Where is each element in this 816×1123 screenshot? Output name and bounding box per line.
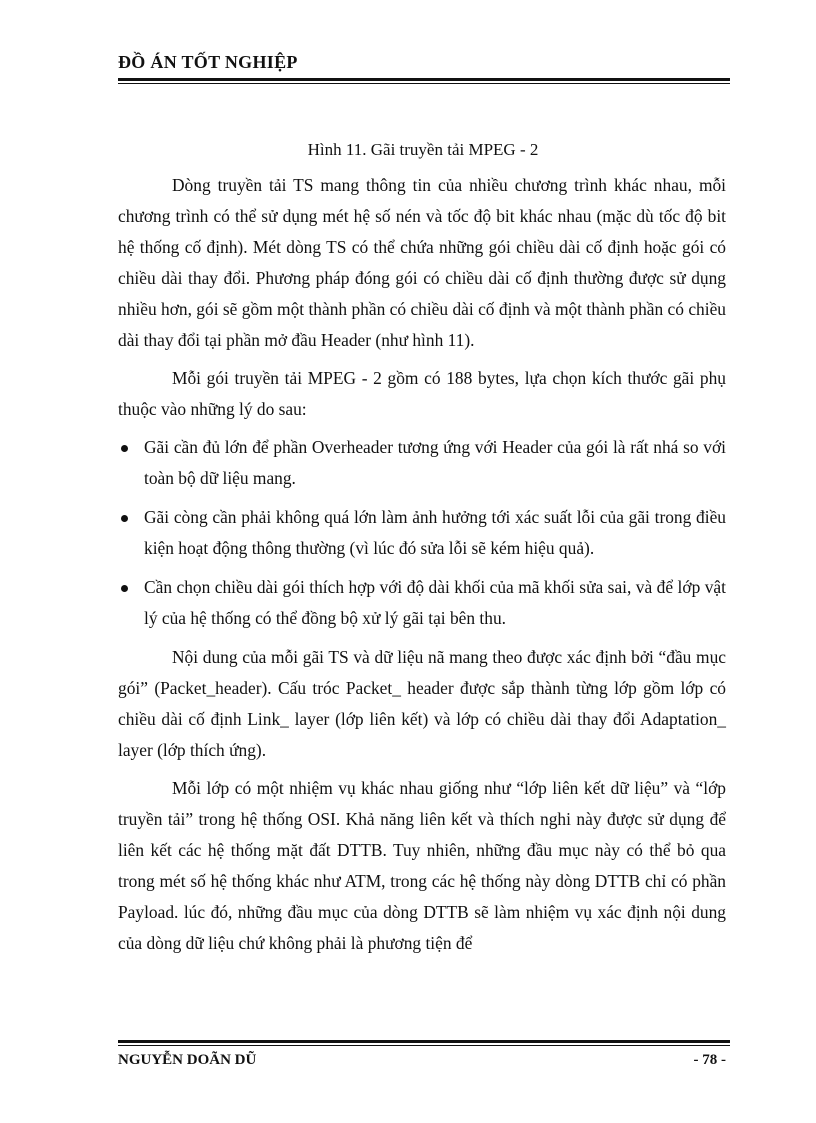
figure-caption: Hình 11. Gãi truyền tải MPEG - 2	[307, 140, 539, 159]
footer-rule-thin	[118, 1045, 730, 1046]
page-number: - 78 -	[693, 1052, 726, 1068]
list-item-text: Gãi cần đủ lớn để phần Overheader tương ứng với Header của gói là rất nhá so với toàn bộ dữ liệu mang.	[144, 437, 726, 488]
header-rule-thin	[118, 83, 730, 84]
list-item	[118, 432, 726, 494]
bullet-list	[118, 432, 726, 634]
header-title: ĐỒ ÁN TỐT NGHIỆP	[118, 52, 298, 72]
paragraph: Mỗi gói truyền tải MPEG - 2 gồm có 188 bytes, lựa chọn kích thước gãi phụ thuộc vào những lý do sau:	[118, 368, 726, 419]
paragraph: Dòng truyền tải TS mang thông tin của nhiều chương trình khác nhau, mỗi chương trình có thể sử dụng mét hệ số nén và tốc độ bit khác nhau (mặc dù tốc độ bit hệ thống cố định). Mét dòng TS có thể chứa những gói chiều dài cố định hoặc gói có chiều dài thay đổi. Phương pháp đóng gói có chiều dài cố định thường được sử dụng nhiều hơn, gói sẽ gồm một thành phần có chiều dài cố định và một thành phần có chiều dài thay đổi tại phần mở đầu Header (như hình 11).	[118, 175, 726, 350]
footer-author: NGUYỄN DOÃN DŨ	[118, 1052, 257, 1068]
body-text	[118, 170, 726, 966]
paragraph: Nội dung của mỗi gãi TS và dữ liệu nã mang theo được xác định bởi “đầu mục gói” (Packet_header). Cấu tróc Packet_ header được sắp thành từng lớp gồm lớp có chiều dài cố định Link_ layer (lớp liên kết) và lớp có chiều dài thay đổi Adaptation_ layer (lớp thích ứng).	[118, 647, 726, 760]
bullet-icon	[121, 585, 128, 592]
bullet-icon	[121, 515, 128, 522]
list-item-text: Cần chọn chiều dài gói thích hợp với độ dài khối của mã khối sửa sai, và để lớp vật lý của hệ thống có thể đồng bộ xử lý gãi tại bên thu.	[144, 577, 726, 628]
bullet-icon	[121, 445, 128, 452]
list-item-text: Gãi còng cần phải không quá lớn làm ảnh hưởng tới xác suất lỗi của gãi trong điều kiện hoạt động thông thường (vì lúc đó sửa lỗi sẽ kém hiệu quả).	[144, 507, 726, 558]
list-item	[118, 502, 726, 564]
list-item	[118, 572, 726, 634]
header-rule-thick	[118, 78, 730, 81]
paragraph: Mỗi lớp có một nhiệm vụ khác nhau giống như “lớp liên kết dữ liệu” và “lớp truyền tải” trong hệ thống OSI. Khả năng liên kết và thích nghi này được sử dụng để liên kết các hệ thống mặt đất DTTB. Tuy nhiên, những đầu mục này có thể bỏ qua trong mét số hệ thống khác như ATM, trong các hệ thống này dòng DTTB chỉ có phần Payload. lúc đó, những đầu mục của dòng DTTB sẽ làm nhiệm vụ xác định nội dung của dòng dữ liệu chứ không phải là phương tiện để	[118, 778, 726, 953]
footer-rule-thick	[118, 1040, 730, 1043]
